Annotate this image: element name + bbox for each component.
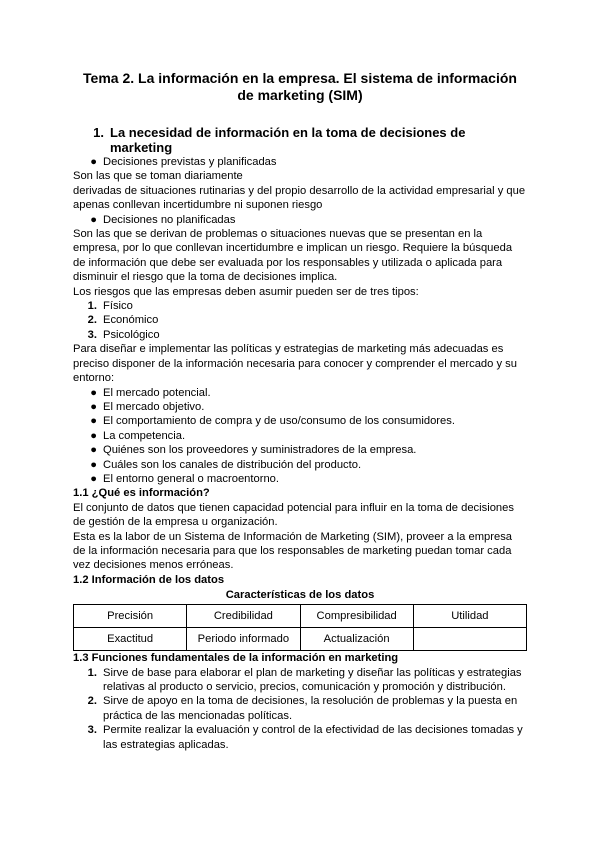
bullet-icon: ●: [90, 458, 97, 471]
bullet-icon: ●: [90, 415, 97, 428]
bullet-icon: ●: [90, 400, 97, 413]
planned-line-2: derivadas de situaciones rutinarias y del propio desarrollo de la actividad empresarial y que apenas conllevan incertidumbre ni suponen riesgo: [73, 184, 526, 212]
unplanned-text: Son las que se derivan de problemas o situaciones nuevas que se presentan en la empresa, por lo que conllevan incertidumbre e implican un riesgo. Requiere la búsqueda de información que debe ser evaluada por los responsables y utilizada o aplicada para disminuir el riesgo que la toma de decisiones implica.: [73, 228, 513, 284]
list-item: ● Decisiones previstas y planificadas: [73, 155, 527, 169]
table-cell: Compresibilidad: [300, 605, 413, 628]
table-cell: Actualización: [300, 628, 413, 651]
table-cell: [413, 628, 526, 651]
bullet-icon: ●: [90, 156, 97, 168]
list-item: 2. Sirve de apoyo en la toma de decisiones, la resolución de problemas y la puesta en práctica de las mencionadas políticas.: [87, 695, 518, 722]
functions-list: [73, 666, 527, 752]
list-item: 1. Sirve de base para elaborar el plan de marketing y diseñar las políticas y estrategias relativas al producto o servicio, precios, comunicación y promoción y distribución.: [87, 666, 522, 693]
section-1-1-paragraph-2: Esta es la labor de un Sistema de Información de Marketing (SIM), proveer a la empresa de la información necesaria para que los responsables de marketing puedan tomar cada vez decisiones menos erróneas.: [73, 530, 513, 572]
table-cell: Precisión: [74, 605, 187, 628]
list-item: 3. Psicológico: [87, 328, 160, 341]
section-1-title: La necesidad de información en la toma de decisiones de marketing: [110, 125, 466, 155]
section-1-heading: [73, 125, 527, 155]
list-item: ● La competencia.: [73, 429, 527, 443]
list-item: ● El comportamiento de compra y de uso/consumo de los consumidores.: [73, 414, 527, 428]
environment-intro: Para diseñar e implementar las políticas y estrategias de marketing más adecuadas es preciso disponer de la información necesaria para conocer y comprender el mercado y su entorno:: [73, 343, 517, 385]
unplanned-decisions-list: [73, 213, 527, 227]
section-1-number: 1.: [93, 125, 104, 140]
list-item: 2. Económico: [87, 314, 159, 327]
bullet-icon: ●: [90, 213, 97, 226]
section-1-1-paragraph-1: El conjunto de datos que tienen capacidad potencial para influir en la toma de decisiones de gestión de la empresa u organización.: [73, 501, 514, 529]
table-cell: Exactitud: [74, 628, 187, 651]
list-item: ● Quiénes son los proveedores y suministradores de la empresa.: [73, 443, 527, 457]
environment-list: [73, 386, 527, 487]
section-1-3-heading: 1.3 Funciones fundamentales de la información en marketing: [73, 652, 399, 665]
table-caption: Características de los datos: [225, 589, 375, 602]
bullet-icon: ●: [90, 429, 97, 442]
list-item: ● El mercado potencial.: [73, 386, 527, 400]
bullet-icon: ●: [90, 472, 97, 485]
section-1-1-heading: 1.1 ¿Qué es información?: [73, 487, 210, 500]
document-title: Tema 2. La información en la empresa. El sistema de información de marketing (SIM): [83, 70, 517, 103]
list-item: ● Decisiones no planificadas: [73, 213, 527, 227]
table-cell: Utilidad: [413, 605, 526, 628]
table-cell: Credibilidad: [187, 605, 300, 628]
risks-intro: Los riesgos que las empresas deben asumir pueden ser de tres tipos:: [73, 285, 419, 298]
document-page: [73, 70, 527, 752]
list-item: ● El entorno general o macroentorno.: [73, 472, 527, 486]
section-1-2-heading: 1.2 Información de los datos: [73, 573, 225, 586]
table-row: [74, 605, 527, 628]
bullet-icon: ●: [90, 386, 97, 399]
table-cell: Periodo informado: [187, 628, 300, 651]
planned-line-1: Son las que se toman diariamente: [73, 170, 243, 183]
planned-decisions-list: [73, 155, 527, 169]
bullet-icon: ●: [90, 444, 97, 457]
risks-list: [73, 299, 527, 342]
data-characteristics-table: [73, 604, 527, 651]
list-item: ● Cuáles son los canales de distribución del producto.: [73, 458, 527, 472]
list-item: ● El mercado objetivo.: [73, 400, 527, 414]
table-row: [74, 628, 527, 651]
list-item: 3. Permite realizar la evaluación y control de la efectividad de las decisiones tomadas y las estrategias aplicadas.: [87, 724, 523, 751]
list-item: 1. Físico: [87, 300, 133, 313]
